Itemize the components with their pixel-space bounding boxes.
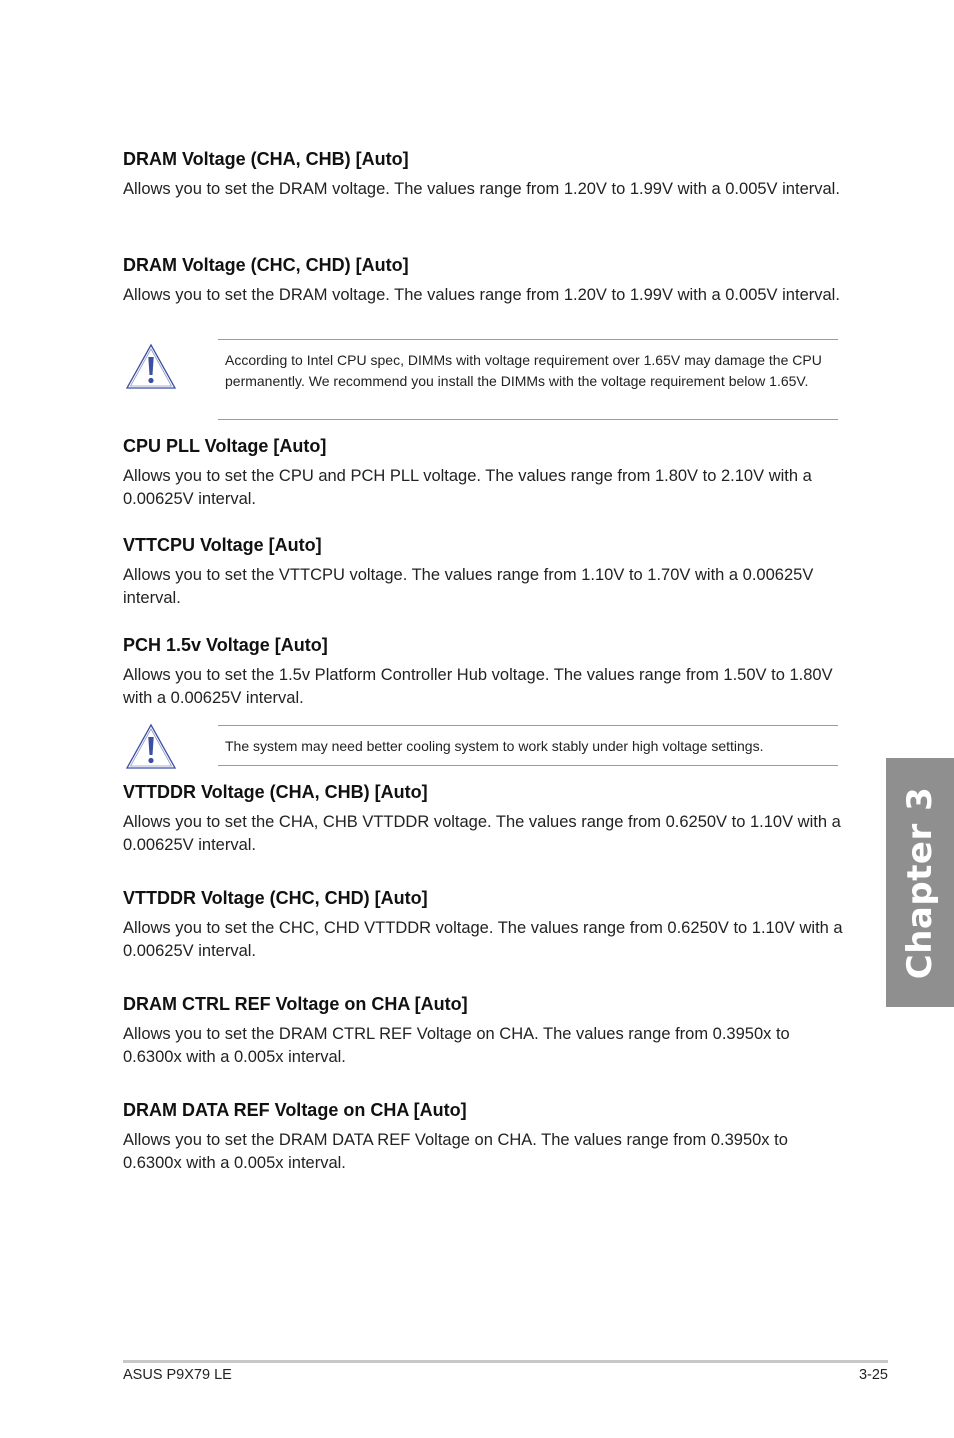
section-body: Allows you to set the CHC, CHD VTTDDR voltage. The values range from 0.6250V to 1.10V with a 0.00625V interval. [123, 919, 843, 960]
note-bottom-rule [218, 765, 838, 766]
section-heading: DRAM CTRL REF Voltage on CHA [Auto] [123, 994, 468, 1014]
footer-product-name: ASUS P9X79 LE [123, 1367, 232, 1383]
warning-icon [124, 722, 178, 772]
chapter-label: Chapter 3 [900, 786, 940, 979]
section-heading: CPU PLL Voltage [Auto] [123, 436, 327, 456]
chapter-tab [886, 758, 954, 1007]
note-text: According to Intel CPU spec, DIMMs with voltage requirement over 1.65V may damage the CPU permanently. We recommend you install the DIMMs with the voltage requirement below 1.65V. [225, 352, 822, 389]
section-heading: PCH 1.5v Voltage [Auto] [123, 635, 328, 655]
section-body: Allows you to set the CPU and PCH PLL voltage. The values range from 1.80V to 2.10V with a 0.00625V interval. [123, 467, 812, 508]
section-body: Allows you to set the DRAM voltage. The values range from 1.20V to 1.99V with a 0.005V interval. [123, 180, 840, 198]
section-heading: VTTCPU Voltage [Auto] [123, 535, 322, 555]
section-heading: DRAM Voltage (CHC, CHD) [Auto] [123, 255, 409, 275]
section-heading: VTTDDR Voltage (CHC, CHD) [Auto] [123, 888, 428, 908]
note-bottom-rule [218, 419, 838, 420]
note-text: The system may need better cooling system to work stably under high voltage settings. [225, 738, 764, 754]
section-heading: DRAM DATA REF Voltage on CHA [Auto] [123, 1100, 467, 1120]
section-heading: VTTDDR Voltage (CHA, CHB) [Auto] [123, 782, 428, 802]
section-body: Allows you to set the 1.5v Platform Controller Hub voltage. The values range from 1.50V to 1.80V with a 0.00625V interval. [123, 666, 833, 707]
section-body: Allows you to set the DRAM DATA REF Voltage on CHA. The values range from 0.3950x to 0.6300x with a 0.005x interval. [123, 1131, 788, 1172]
section-body: Allows you to set the VTTCPU voltage. The values range from 1.10V to 1.70V with a 0.00625V interval. [123, 566, 814, 607]
section-body: Allows you to set the DRAM voltage. The values range from 1.20V to 1.99V with a 0.005V interval. [123, 286, 840, 304]
section-body: Allows you to set the DRAM CTRL REF Voltage on CHA. The values range from 0.3950x to 0.6300x with a 0.005x interval. [123, 1025, 790, 1066]
section-body: Allows you to set the CHA, CHB VTTDDR voltage. The values range from 0.6250V to 1.10V with a 0.00625V interval. [123, 813, 841, 854]
footer-rule [123, 1360, 888, 1363]
note-top-rule [218, 725, 838, 726]
note-top-rule [218, 339, 838, 340]
section-heading: DRAM Voltage (CHA, CHB) [Auto] [123, 149, 409, 169]
warning-icon [124, 342, 178, 392]
footer-page-number: 3-25 [858, 1367, 888, 1383]
